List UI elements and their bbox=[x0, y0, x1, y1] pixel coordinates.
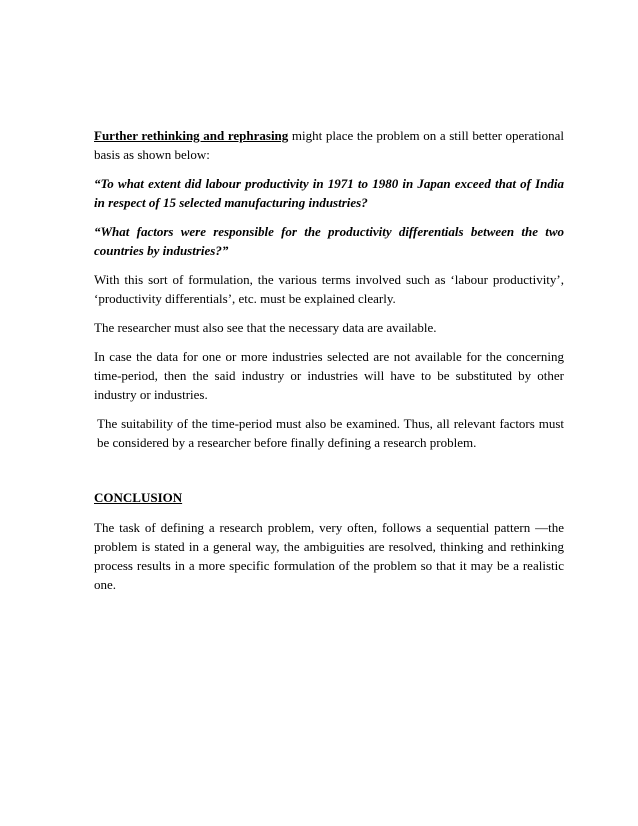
document-body bbox=[94, 126, 564, 604]
research-question-2: “What factors were responsible for the productivity differentials between the two countries by industries?” bbox=[94, 224, 564, 258]
paragraph-substitution: In case the data for one or more industries selected are not available for the concerning time-period, then the said industry or industries will have to be substituted by other industry or industries. bbox=[94, 349, 564, 402]
paragraph-time-period: The suitability of the time-period must also be examined. Thus, all relevant factors must be considered by a researcher before finally defining a research problem. bbox=[97, 416, 564, 450]
paragraph-conclusion: The task of defining a research problem, very often, follows a sequential pattern —the problem is stated in a general way, the ambiguities are resolved, thinking and rethinking process results in a more specific formulation of the problem so that it may be a realistic one. bbox=[94, 520, 564, 592]
paragraph-formulation: With this sort of formulation, the various terms involved such as ‘labour productivity’, ‘productivity differentials’, etc. must be explained clearly. bbox=[94, 272, 564, 306]
paragraph-intro bbox=[94, 126, 564, 164]
paragraph-lead-phrase: Further rethinking and rephrasing bbox=[94, 128, 289, 143]
paragraph-intro-text: might place the problem on a still better operational basis as shown below: bbox=[94, 128, 564, 162]
paragraph-data-availability: The researcher must also see that the necessary data are available. bbox=[94, 320, 437, 335]
research-question-1: “To what extent did labour productivity in 1971 to 1980 in Japan exceed that of India in respect of 15 selected manufacturing industries? bbox=[94, 176, 564, 210]
section-heading-conclusion: CONCLUSION bbox=[94, 490, 183, 505]
